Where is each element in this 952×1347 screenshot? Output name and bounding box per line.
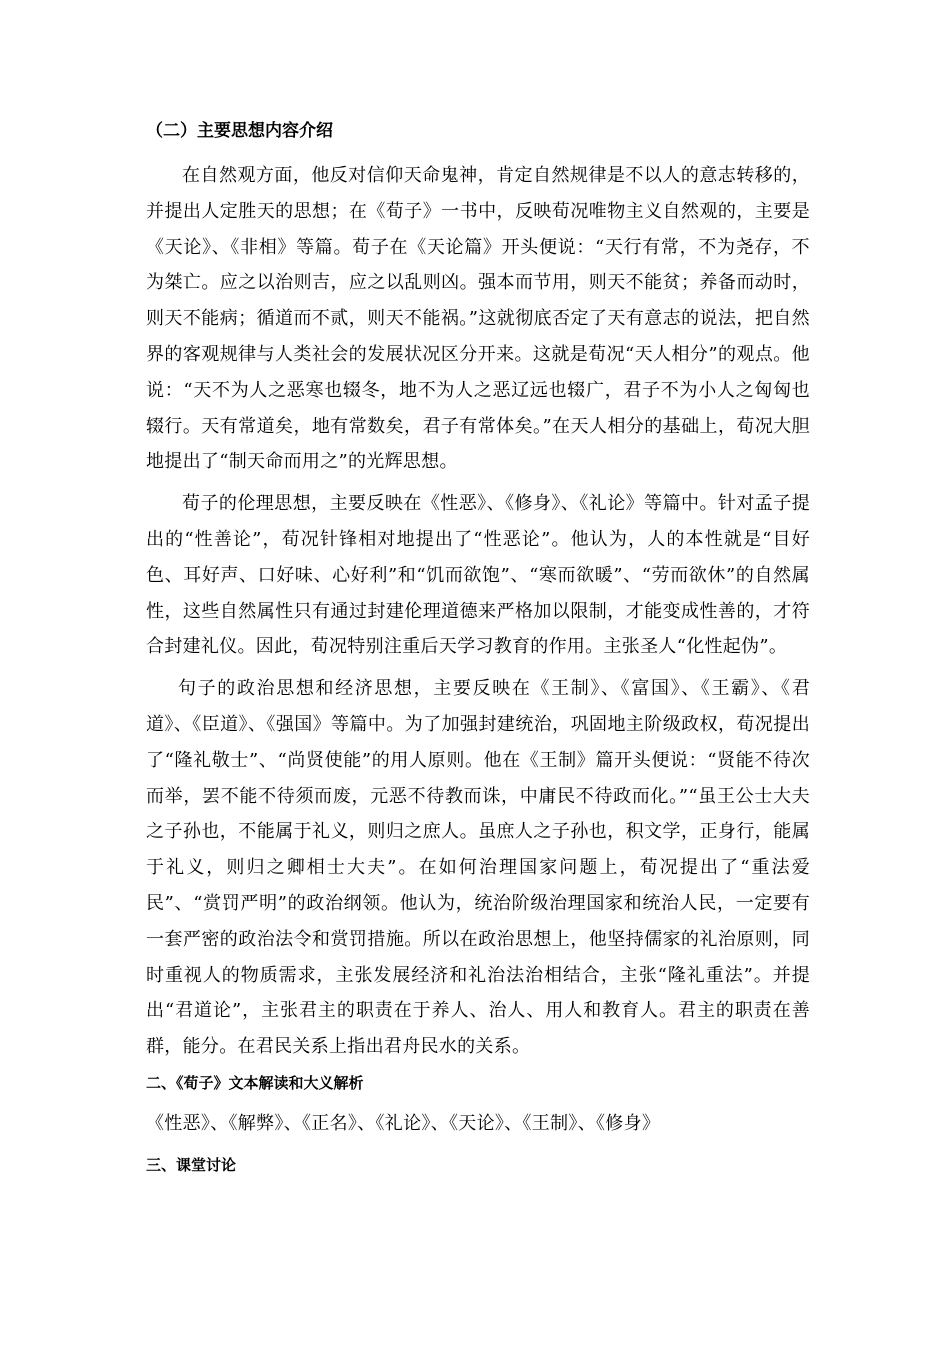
reading-list: 《性恶》、《解弊》、《正名》、《礼论》、《天论》、《王制》、《修身》: [146, 1112, 661, 1134]
paragraph-ethics: 荀子的伦理思想，主要反映在《性恶》、《修身》、《礼论》等篇中。针对孟子提出的“性善论”，荀况针锋相对地提出了“性恶论”。他认为，人的本性就是“目好色、耳好声、口好味、心好利”和“饥而欲饱”、“寒而欲暖”、“劳而欲休”的自然属性，这些自然属性只有通过封建伦理道德来严格加以限制，才能变成性善的，才符合封建礼仪。因此，荀况特别注重后天学习教育的作用。主张圣人“化性起伪”。: [146, 493, 810, 658]
section-heading-discussion: 三、课堂讨论: [146, 1155, 237, 1174]
paragraph-politics-economy: 句子的政治思想和经济思想，主要反映在《王制》、《富国》、《王霸》、《君道》、《臣道》、《强国》等篇中。为了加强封建统治，巩固地主阶级政权，荀况提出了“隆礼敬士”、“尚贤使能”的用人原则。他在《王制》篇开头便说：“贤能不待次而举，罢不能不待须而废，元恶不待教而诛，中庸民不待政而化。”“虽王公士大夫之子孙也，不能属于礼义，则归之庶人。虽庶人之子孙也，积文学，正身行，能属于礼义，则归之卿相士大夫”。在如何治理国家问题上，荀况提出了“重法爱民”、“赏罚严明”的政治纲领。他认为，统治阶级治理国家和统治人民，一定要有一套严密的政治法令和赏罚措施。所以在政治思想上，他坚持儒家的礼治原则，同时重视人的物质需求，主张发展经济和礼治法治相结合，主张“隆礼重法”。并提出“君道论”，主张君主的职责在于养人、治人、用人和教育人。君主的职责在善群，能分。在君民关系上指出君舟民水的关系。: [146, 678, 810, 1058]
section-heading-main-ideas: （二）主要思想内容介绍: [146, 121, 333, 141]
section-heading-text-reading: 二、《荀子》文本解读和大义解析: [146, 1073, 364, 1092]
paragraph-nature-view: 在自然观方面，他反对信仰天命鬼神，肯定自然规律是不以人的意志转移的，并提出人定胜天的思想；在《荀子》一书中，反映荀况唯物主义自然观的，主要是《天论》、《非相》等篇。荀子在《天论篇》开头便说：“天行有常，不为尧存，不为桀亡。应之以治则吉，应之以乱则凶。强本而节用，则天不能贫；养备而动时，则天不能病；循道而不贰，则天不能祸。”这就彻底否定了天有意志的说法，把自然界的客观规律与人类社会的发展状况区分开来。这就是荀况“天人相分”的观点。他说：“天不为人之恶寒也辍冬，地不为人之恶辽远也辍广，君子不为小人之匈匈也辍行。天有常道矣，地有常数矣，君子有常体矣。”在天人相分的基础上，荀况大胆地提出了“制天命而用之”的光辉思想。: [146, 165, 810, 473]
document-body: [146, 118, 810, 1191]
